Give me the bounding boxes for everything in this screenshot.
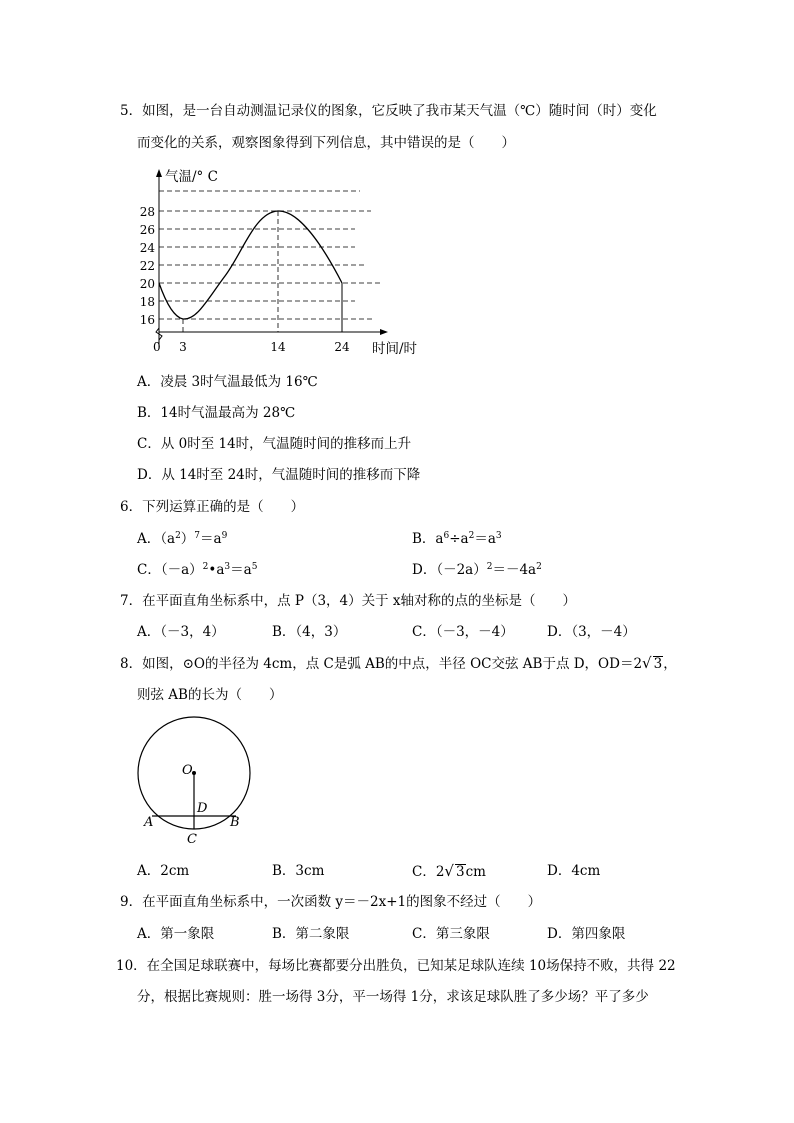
y-tick-26: 26 <box>139 223 155 237</box>
q5-option-a: A．凌晨 3时气温最低为 16℃ <box>137 374 318 390</box>
q6-option-d: D．$(-2a)^2=-4a^2$ <box>412 562 542 578</box>
x-tick-14: 14 <box>270 340 286 354</box>
q6-stem: 6．下列运算正确的是（ ） <box>120 499 305 515</box>
q7-option-d: D．（3，－4） <box>547 624 636 640</box>
q5-stem-line2: 而变化的关系，观察图象得到下列信息，其中错误的是（ ） <box>137 135 515 151</box>
y-axis-label: 气温/° C <box>165 169 218 185</box>
label-o: O <box>182 763 193 778</box>
circle-diagram <box>130 712 270 850</box>
q10-line1: 10．在全国足球联赛中，每场比赛都要分出胜负，已知某足球队连续 10场保持不败，共得 22 <box>116 958 676 974</box>
q9-option-c: C．第三象限 <box>412 926 490 942</box>
q7-option-a: A．（－3，4） <box>137 624 225 640</box>
q9-stem: 9．在平面直角坐标系中，一次函数 y＝－2x+1的图象不经过（ ） <box>120 894 542 910</box>
q8-option-c: C．2√ 3cm <box>412 862 486 880</box>
y-tick-28: 28 <box>139 205 155 219</box>
temperature-chart <box>135 160 435 365</box>
q8-option-b: B．3cm <box>272 863 325 879</box>
q10-line2: 分，根据比赛规则：胜一场得 3分，平一场得 1分，求该足球队胜了多少场？平了多少 <box>137 989 649 1005</box>
label-a: A <box>144 815 154 830</box>
q8-option-d: D．4cm <box>547 863 601 879</box>
q6-option-a: A．$(a^2)^7=a^9$ <box>137 531 228 547</box>
y-tick-16: 16 <box>139 313 155 327</box>
y-tick-18: 18 <box>139 295 155 309</box>
q9-option-b: B．第二象限 <box>272 926 350 942</box>
q5-option-c: C．从 0时至 14时，气温随时间的推移而上升 <box>137 436 412 452</box>
q5-stem-line1: 5．如图，是一台自动测温记录仪的图象，它反映了我市某天气温（℃）随时间（时）变化 <box>120 103 657 119</box>
label-b: B <box>230 815 240 830</box>
label-c: C <box>187 832 197 847</box>
q9-option-a: A．第一象限 <box>137 926 215 942</box>
q5-option-b: B．14时气温最高为 28℃ <box>137 405 296 421</box>
q6-option-c: C．$(-a)^2•a^3=a^5$ <box>137 562 258 578</box>
y-tick-20: 20 <box>139 277 155 291</box>
q7-option-c: C．（－3，－4） <box>412 624 514 640</box>
q8-stem-line1: 8．如图，⊙O的半径为 4cm，点 C是弧 AB的中点，半径 OC交弦 AB于点 D，OD＝2√ 3， <box>120 654 677 672</box>
x-tick-3: 3 <box>179 340 187 354</box>
x-tick-24: 24 <box>334 340 350 354</box>
q6-option-b: B．$a^6\div a^2=a^3$ <box>412 531 502 547</box>
x-axis-label: 时间/时 <box>372 341 418 357</box>
y-tick-24: 24 <box>139 241 155 255</box>
q5-option-d: D．从 14时至 24时，气温随时间的推移而下降 <box>137 467 421 483</box>
y-axis-arrow <box>156 169 162 177</box>
label-d: D <box>197 801 208 816</box>
q9-option-d: D．第四象限 <box>547 926 626 942</box>
q7-stem: 7．在平面直角坐标系中，点 P（3，4）关于 x轴对称的点的坐标是（ ） <box>120 593 577 609</box>
q7-option-b: B．（4，3） <box>272 624 347 640</box>
y-tick-22: 22 <box>139 259 155 273</box>
q8-stem-line2: 则弦 AB的长为（ ） <box>137 687 283 703</box>
x-axis-arrow <box>380 329 388 335</box>
origin-label: 0 <box>153 340 161 354</box>
q8-option-a: A．2cm <box>137 863 190 879</box>
